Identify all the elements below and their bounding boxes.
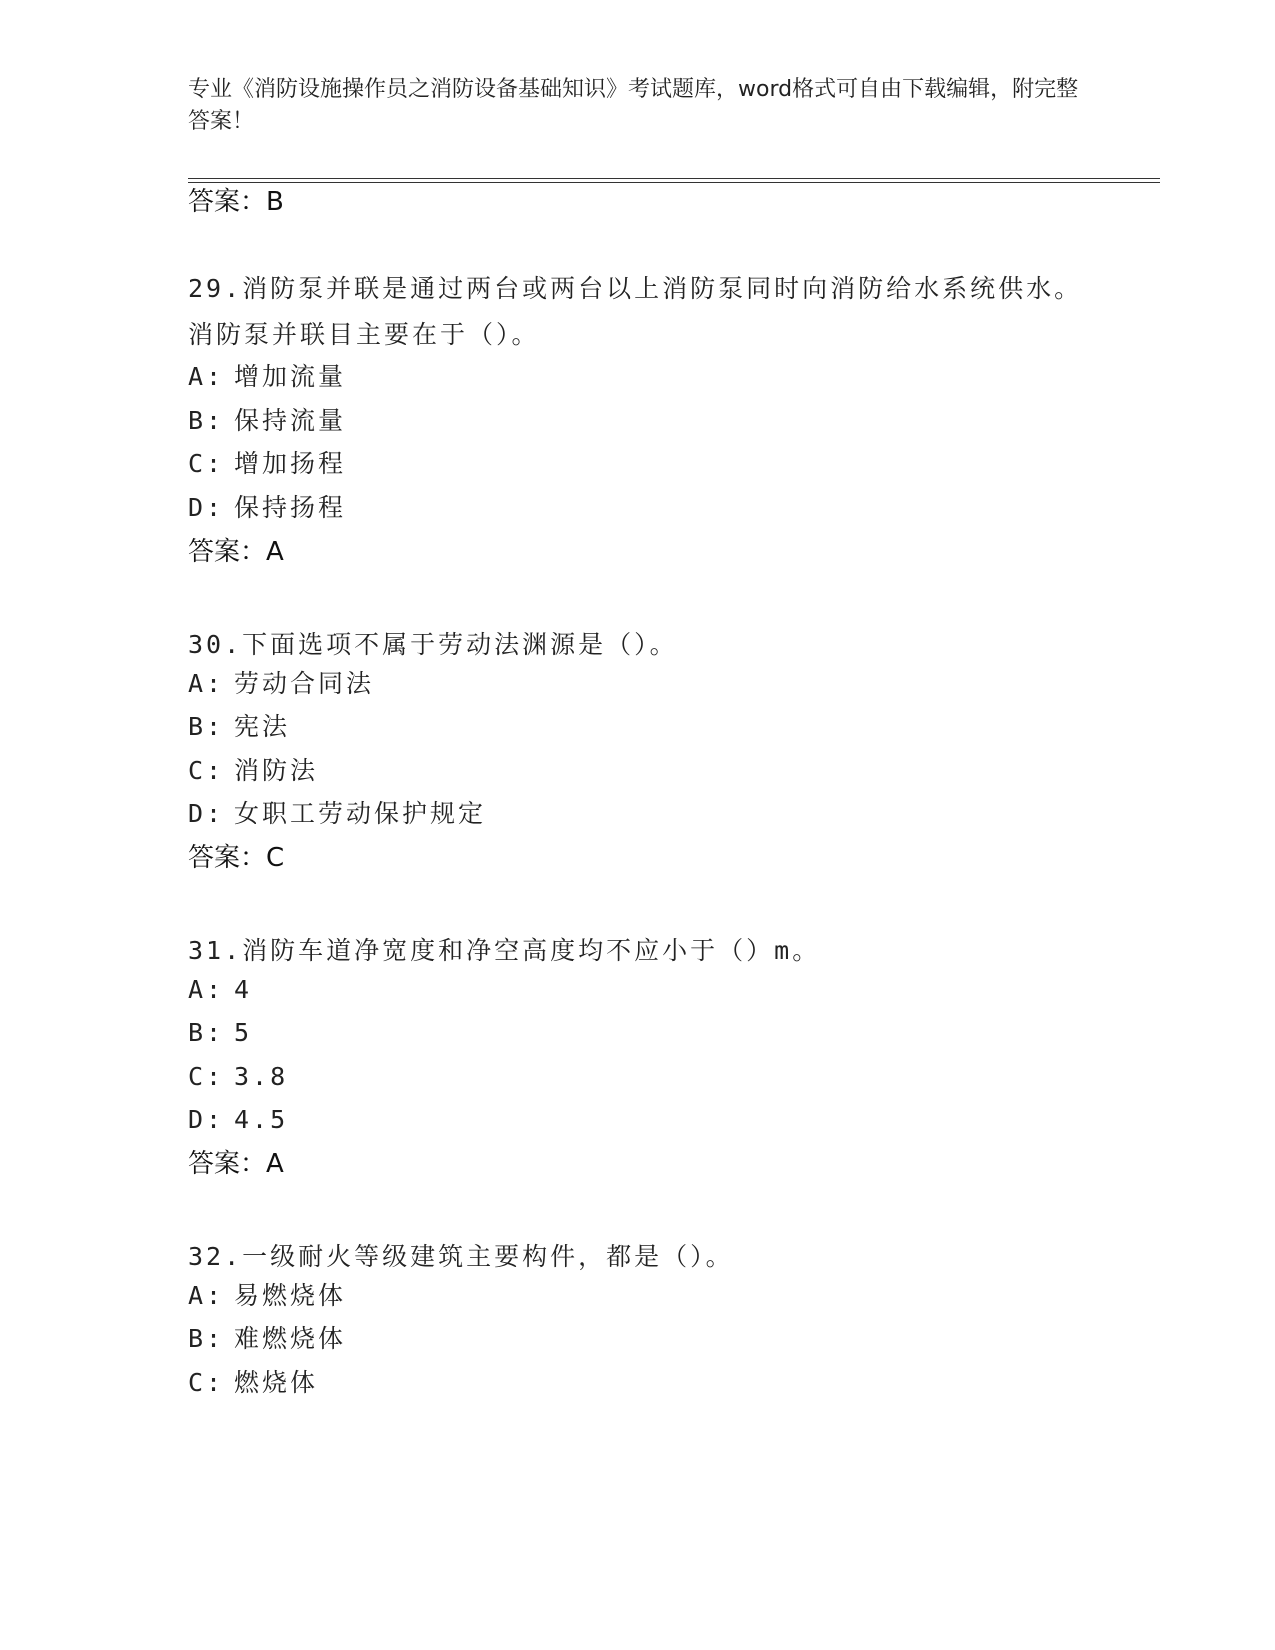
option-key: B: bbox=[188, 1018, 225, 1047]
option-key: A: bbox=[188, 362, 225, 391]
header-note: 专业《消防设施操作员之消防设备基础知识》考试题库，word格式可自由下载编辑，附完整答案！ bbox=[188, 77, 1079, 134]
option-key: B: bbox=[188, 406, 225, 435]
option-text: 4 bbox=[234, 975, 253, 1004]
question-29-option-a bbox=[188, 361, 346, 393]
question-30-option-a bbox=[188, 668, 374, 700]
question-30-option-b bbox=[188, 711, 290, 743]
question-31-option-b bbox=[188, 1017, 252, 1049]
option-key: B: bbox=[188, 712, 225, 741]
option-text: 燃烧体 bbox=[234, 1368, 319, 1397]
question-31-text: 31.消防车道净宽度和净空高度均不应小于（）m。 bbox=[188, 936, 821, 965]
question-30-text: 30.下面选项不属于劳动法渊源是（）。 bbox=[188, 630, 678, 659]
previous-answer: 答案：B bbox=[188, 187, 284, 217]
question-29-option-d bbox=[188, 492, 346, 524]
option-text: 5 bbox=[234, 1018, 253, 1047]
question-29-option-c bbox=[188, 448, 346, 480]
option-text: 增加扬程 bbox=[234, 449, 347, 478]
option-text: 难燃烧体 bbox=[234, 1324, 347, 1353]
option-text: 增加流量 bbox=[234, 362, 347, 391]
option-text: 消防法 bbox=[234, 756, 319, 785]
option-key: D: bbox=[188, 493, 225, 522]
header-divider bbox=[188, 178, 1160, 183]
question-32-option-a bbox=[188, 1280, 346, 1312]
question-31-option-c bbox=[188, 1061, 288, 1093]
option-key: A: bbox=[188, 1281, 225, 1310]
question-32-option-c bbox=[188, 1367, 318, 1399]
option-key: A: bbox=[188, 975, 225, 1004]
option-key: A: bbox=[188, 669, 225, 698]
option-key: D: bbox=[188, 799, 225, 828]
option-text: 女职工劳动保护规定 bbox=[234, 799, 487, 828]
question-32-option-b bbox=[188, 1323, 346, 1355]
option-text: 易燃烧体 bbox=[234, 1281, 347, 1310]
question-30-option-d bbox=[188, 798, 486, 830]
option-text: 3.8 bbox=[234, 1062, 289, 1091]
option-key: C: bbox=[188, 1368, 225, 1397]
question-30-option-c bbox=[188, 755, 318, 787]
option-text: 保持流量 bbox=[234, 406, 347, 435]
option-key: B: bbox=[188, 1324, 225, 1353]
question-29-text: 29.消防泵并联是通过两台或两台以上消防泵同时向消防给水系统供水。消防泵并联目主要在于（）。 bbox=[188, 274, 1083, 349]
question-31-answer: 答案：A bbox=[188, 1149, 284, 1179]
option-key: C: bbox=[188, 449, 225, 478]
question-31-option-d bbox=[188, 1104, 288, 1136]
option-key: C: bbox=[188, 756, 225, 785]
option-text: 保持扬程 bbox=[234, 493, 347, 522]
option-key: D: bbox=[188, 1105, 225, 1134]
question-30-answer: 答案：C bbox=[188, 843, 285, 873]
question-32-text: 32.一级耐火等级建筑主要构件，都是（）。 bbox=[188, 1242, 734, 1271]
question-31-option-a bbox=[188, 974, 252, 1006]
option-text: 劳动合同法 bbox=[234, 669, 375, 698]
option-text: 宪法 bbox=[234, 712, 291, 741]
option-text: 4.5 bbox=[234, 1105, 289, 1134]
option-key: C: bbox=[188, 1062, 225, 1091]
question-29-answer: 答案：A bbox=[188, 537, 284, 567]
question-29-option-b bbox=[188, 405, 346, 437]
